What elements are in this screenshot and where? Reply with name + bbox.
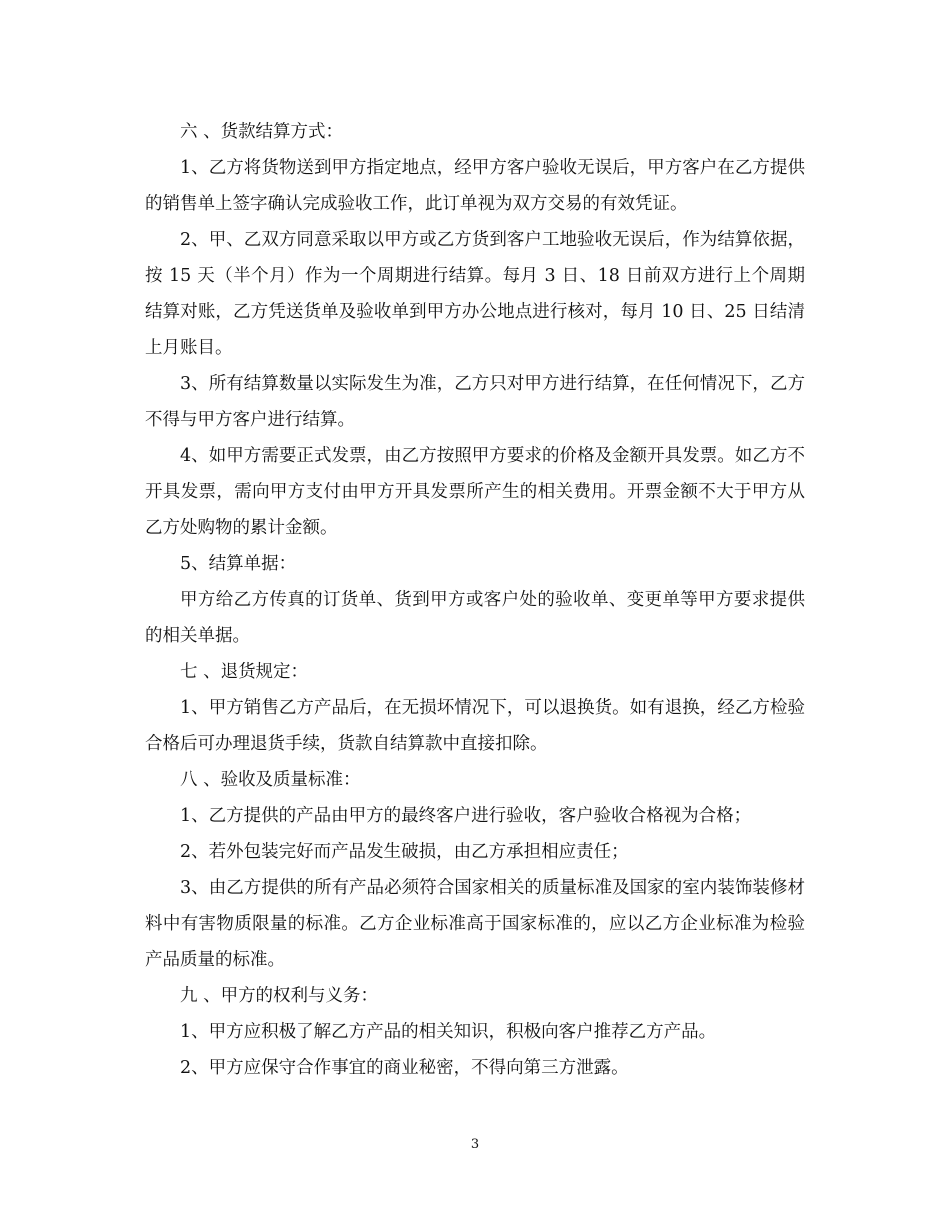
paragraph: 2、甲方应保守合作事宜的商业秘密，不得向第三方泄露。 xyxy=(180,1058,629,1078)
paragraph: 2、若外包装完好而产品发生破损，由乙方承担相应责任； xyxy=(180,842,629,862)
section-heading-acceptance: 八 、验收及质量标准： xyxy=(180,770,361,790)
paragraph: 3、所有结算数量以实际发生为准，乙方只对甲方进行结算，在任何情况下，乙方不得与甲方客户进行结算。 xyxy=(145,374,805,430)
paragraph: 1、乙方提供的产品由甲方的最终客户进行验收，客户验收合格视为合格； xyxy=(180,806,752,826)
paragraph: 4、如甲方需要正式发票，由乙方按照甲方要求的价格及金额开具发票。如乙方不开具发票，需向甲方支付由甲方开具发票所产生的相关费用。开票金额不大于甲方从乙方处购物的累计金额。 xyxy=(145,446,805,538)
section-heading-returns: 七 、退货规定： xyxy=(180,662,309,682)
paragraph: 3、由乙方提供的所有产品必须符合国家相关的质量标准及国家的室内装饰装修材料中有害物质限量的标准。乙方企业标准高于国家标准的，应以乙方企业标准为检验产品质量的标准。 xyxy=(145,878,805,970)
section-heading-party-a-rights: 九 、甲方的权利与义务： xyxy=(180,986,379,1006)
paragraph: 2、甲、乙双方同意采取以甲方或乙方货到客户工地验收无误后，作为结算依据，按 15 天（半个月）作为一个周期进行结算。每月 3 日、18 日前双方进行上个周期结算对账，乙方凭送货单及验收单到甲方办公地点进行核对，每月 10 日、25 日结清上月账目。 xyxy=(145,230,805,358)
section-heading-payment: 六 、货款结算方式： xyxy=(180,122,344,142)
document-body xyxy=(145,114,805,1086)
paragraph: 5、结算单据： xyxy=(180,554,297,574)
paragraph: 1、乙方将货物送到甲方指定地点，经甲方客户验收无误后，甲方客户在乙方提供的销售单上签字确认完成验收工作，此订单视为双方交易的有效凭证。 xyxy=(145,158,805,214)
paragraph: 1、甲方应积极了解乙方产品的相关知识，积极向客户推荐乙方产品。 xyxy=(180,1022,717,1042)
paragraph: 甲方给乙方传真的订货单、货到甲方或客户处的验收单、变更单等甲方要求提供的相关单据。 xyxy=(145,590,805,646)
page-number: 3 xyxy=(470,1137,480,1152)
paragraph: 1、甲方销售乙方产品后，在无损坏情况下，可以退换货。如有退换，经乙方检验合格后可办理退货手续，货款自结算款中直接扣除。 xyxy=(145,698,805,754)
